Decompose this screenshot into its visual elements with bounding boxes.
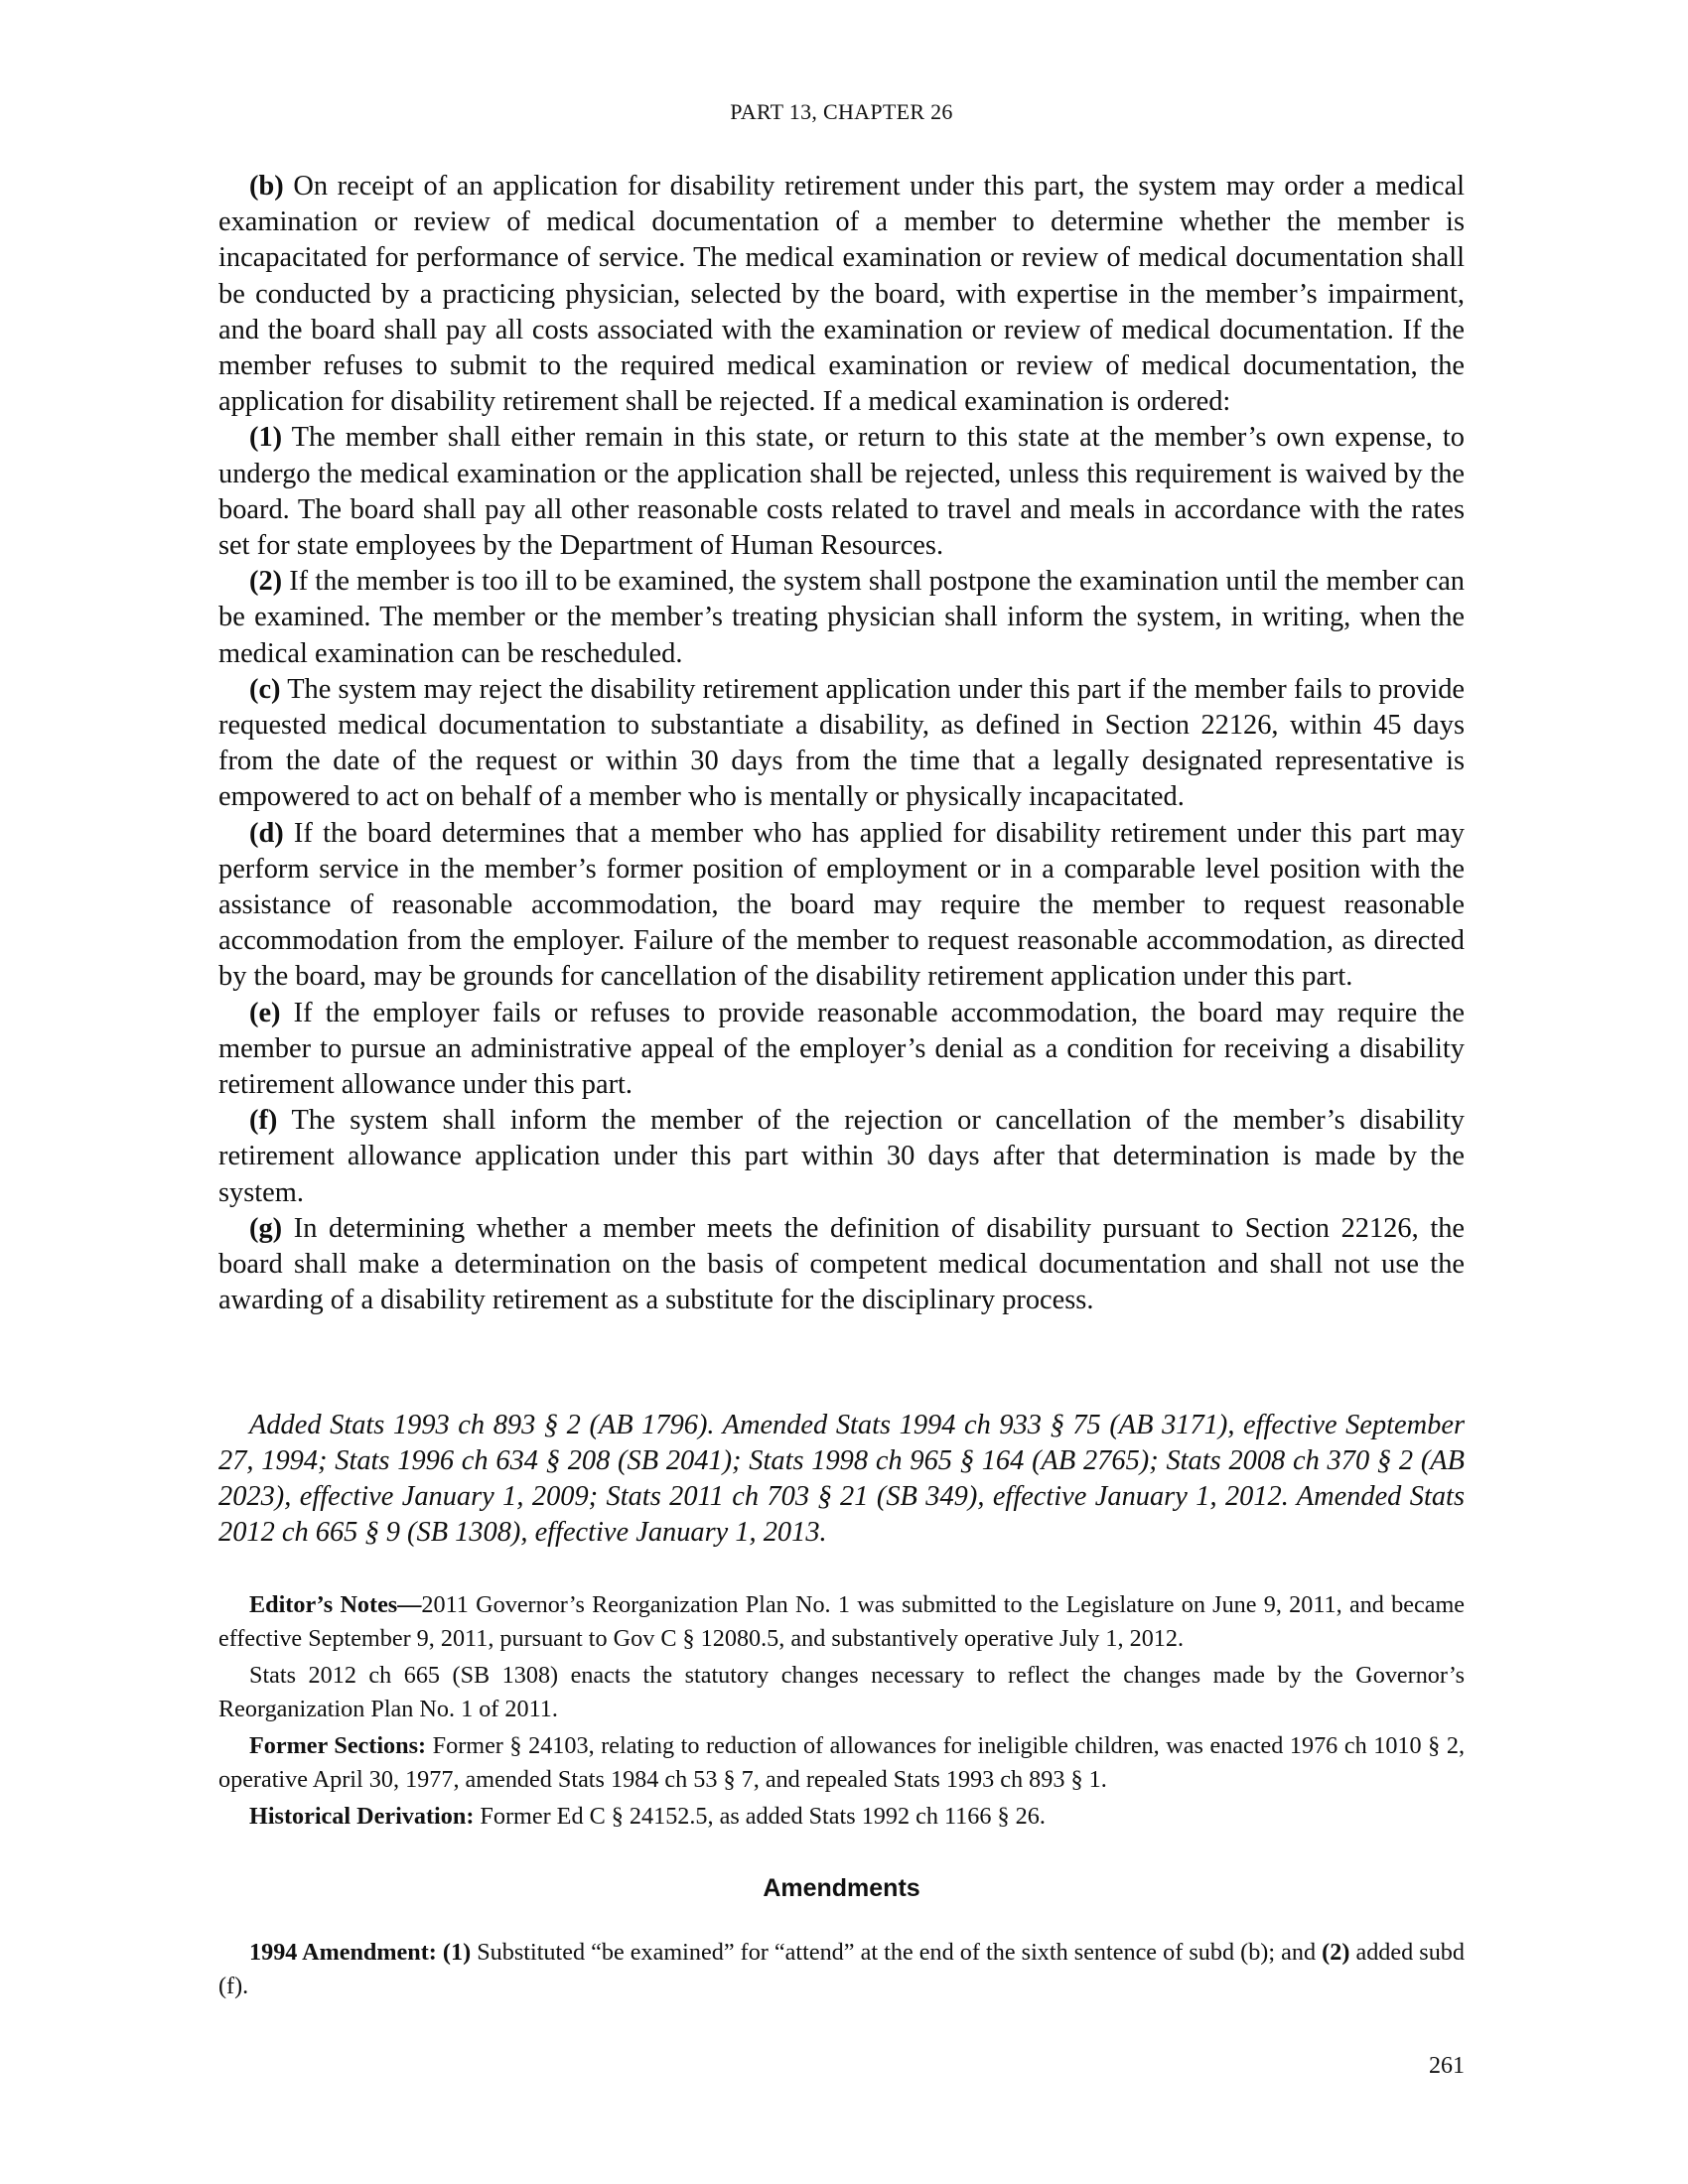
amendment-part-1-label: (1) (436, 1939, 472, 1966)
subdivision-c (218, 672, 1465, 816)
subdivision-b (218, 169, 1465, 420)
running-head: PART 13, CHAPTER 26 (730, 99, 953, 124)
paragraph-label: (1) (249, 422, 283, 454)
amendment-part-2-label: (2) (1322, 1939, 1350, 1966)
subdivision-text: The system shall inform the member of the rejection or cancellation of the member’s disability retirement allowance application under this part within 30 days after that determination is made by the system. (218, 1105, 1465, 1208)
paragraph-text: If the member is too ill to be examined, the system shall postpone the examination until the member can be examined. The member or the member’s treating physician shall inform the system, in writing, when the medical examination can be rescheduled. (218, 566, 1465, 669)
page-number: 261 (1429, 2053, 1465, 2079)
paragraph-1 (218, 420, 1465, 564)
subdivision-text: In determining whether a member meets the definition of disability pursuant to Section 22126, the board shall make a determination on the basis of competent medical documentation and shall not use the awarding of a disability retirement as a substitute for the disciplinary process. (218, 1212, 1465, 1316)
subdivision-label: (e) (249, 997, 281, 1028)
subdivision-label: (f) (249, 1105, 278, 1137)
former-sections-text: Former § 24103, relating to reduction of allowances for ineligible children, was enacted 1976 ch 1010 § 2, operative April 30, 1977, amended Stats 1984 ch 53 § 7, and repealed Stats 1993 ch 893 § 1. (218, 1732, 1465, 1793)
amendments-heading: Amendments (763, 1874, 920, 1902)
historical-derivation-label: Historical Derivation: (249, 1803, 475, 1830)
section-body (218, 169, 1465, 1319)
editors-note (218, 1588, 1465, 1655)
subdivision-f (218, 1103, 1465, 1211)
subdivision-text: If the board determines that a member who has applied for disability retirement under this part may perform service in the member’s former position of employment or in a comparable level position with the assistance of reasonable accommodation, the board may require the member to request reasonable accommodation from the employer. Failure of the member to request reasonable accommodation, as directed by the board, may be grounds for cancellation of the disability retirement application under this part. (218, 817, 1465, 993)
subdivision-text: The system may reject the disability retirement application under this part if the member fails to provide requested medical documentation to substantiate a disability, as defined in Section 22126, within 45 days from the date of the request or within 30 days from the time that a legally designated representative is empowered to act on behalf of a member who is mentally or physically incapacitated. (218, 673, 1465, 813)
legislative-history: Added Stats 1993 ch 893 § 2 (AB 1796). Amended Stats 1994 ch 933 § 75 (AB 3171), effective September 27, 1994; Stats 1996 ch 634 § 208 (SB 2041); Stats 1998 ch 965 § 164 (AB 2765); Stats 2008 ch 370 § 2 (AB 2023), effective January 1, 2009; Stats 2011 ch 703 § 21 (SB 349), effective January 1, 2012. Amended Stats 2012 ch 665 § 9 (SB 1308), effective January 1, 2013. (218, 1410, 1465, 1548)
stats-note: Stats 2012 ch 665 (SB 1308) enacts the statutory changes necessary to reflect the changes made by the Governor’s Reorganization Plan No. 1 of 2011. (218, 1662, 1465, 1722)
subdivision-d (218, 816, 1465, 996)
subdivision-label: (b) (249, 171, 284, 202)
paragraph-2 (218, 564, 1465, 672)
amendment-part-1-text: Substituted “be examined” for “attend” at the end of the sixth sentence of subd (b); and (471, 1939, 1323, 1966)
historical-derivation-note (218, 1800, 1465, 1834)
subdivision-label: (c) (249, 673, 281, 705)
editors-note-text: 2011 Governor’s Reorganization Plan No. 1 was submitted to the Legislature on June 9, 2011, and became effective September 9, 2011, pursuant to Gov C § 12080.5, and substantively operative July 1, 2012. (218, 1591, 1466, 1652)
subdivision-e (218, 996, 1465, 1104)
amendment-label: 1994 Amendment: (249, 1939, 437, 1966)
paragraph-text: The member shall either remain in this state, or return to this state at the member’s own expense, to undergo the medical examination or the application shall be rejected, unless this requirement is waived by the board. The board shall pay all other reasonable costs related to travel and meals in accordance with the rates set for state employees by the Department of Human Resources. (218, 422, 1465, 562)
notes-block (218, 1588, 1465, 1838)
historical-derivation-text: Former Ed C § 24152.5, as added Stats 1992 ch 1166 § 26. (474, 1803, 1046, 1830)
editors-note-label: Editor’s Notes— (249, 1591, 422, 1618)
subdivision-text: On receipt of an application for disability retirement under this part, the system may order a medical examination or review of medical documentation of a member to determine whether the member is incapacitated for performance of service. The medical examination or review of medical documentation shall be conducted by a practicing physician, selected by the board, with expertise in the member’s impairment, and the board shall pay all costs associated with the examination or review of medical documentation. If the member refuses to submit to the required medical examination or review of medical documentation, the application for disability retirement shall be rejected. If a medical examination is ordered: (218, 171, 1465, 418)
subdivision-text: If the employer fails or refuses to provide reasonable accommodation, the board may require the member to pursue an administrative appeal of the employer’s denial as a condition for receiving a disability retirement allowance under this part. (218, 997, 1465, 1101)
subdivision-label: (d) (249, 817, 284, 849)
former-sections-note (218, 1729, 1465, 1796)
amendment-1994 (218, 1936, 1465, 2002)
subdivision-label: (g) (249, 1212, 283, 1244)
former-sections-label: Former Sections: (249, 1732, 427, 1759)
document-page (218, 0, 1465, 2184)
amendment-part-2-text: added subd (f). (218, 1939, 1465, 1999)
subdivision-g (218, 1211, 1465, 1319)
paragraph-label: (2) (249, 566, 283, 598)
